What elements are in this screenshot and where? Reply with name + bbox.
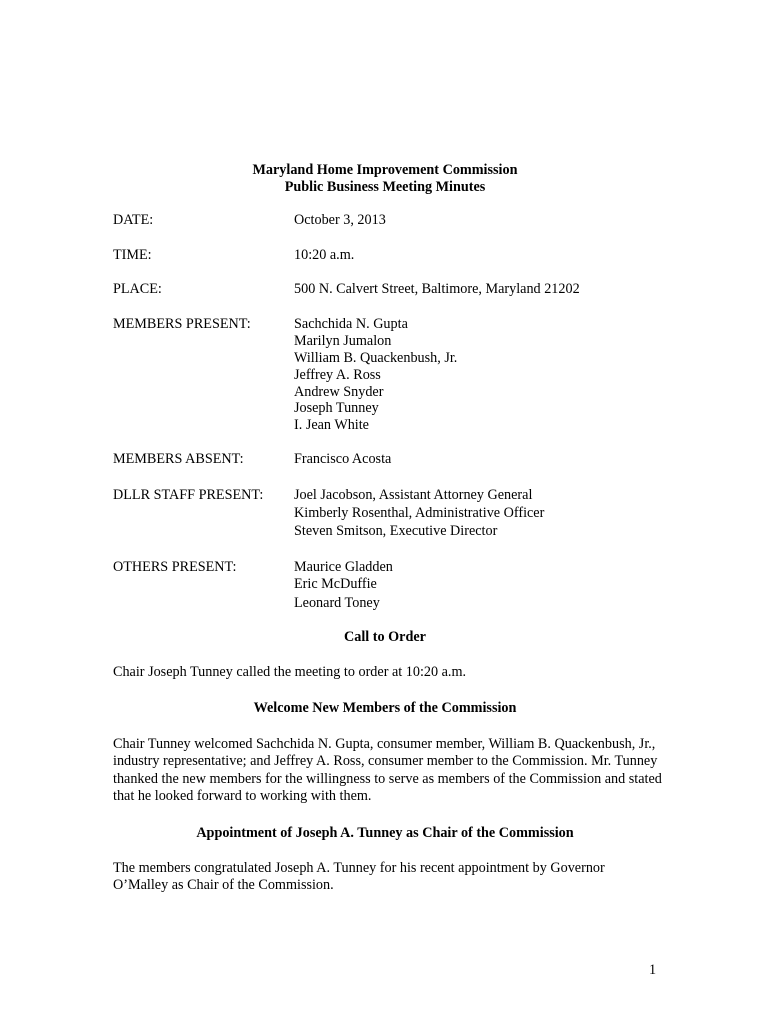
date-label: DATE: [113, 212, 154, 228]
staff-present-item: Kimberly Rosenthal, Administrative Officer [294, 505, 545, 521]
section-heading-welcome: Welcome New Members of the Commission [253, 700, 517, 716]
members-absent-item: Francisco Acosta [294, 451, 392, 467]
page-number: 1 [649, 962, 657, 978]
time-value: 10:20 a.m. [294, 247, 355, 263]
staff-present-item: Joel Jacobson, Assistant Attorney General [294, 487, 533, 503]
members-present-item: Sachchida N. Gupta [294, 316, 408, 332]
section-body-call-to-order: Chair Joseph Tunney called the meeting to order at 10:20 a.m. [113, 664, 467, 680]
place-value: 500 N. Calvert Street, Baltimore, Maryland 21202 [294, 281, 580, 297]
members-present-item: Andrew Snyder [294, 384, 384, 400]
section-body-appointment: The members congratulated Joseph A. Tunney for his recent appointment by Governor O’Malley as Chair of the Commission. [113, 860, 605, 894]
members-present-item: Marilyn Jumalon [294, 333, 392, 349]
document-subtitle: Public Business Meeting Minutes [284, 179, 486, 195]
section-heading-appointment: Appointment of Joseph A. Tunney as Chair of the Commission [196, 825, 574, 841]
members-present-item: I. Jean White [294, 417, 369, 433]
section-body-welcome: Chair Tunney welcomed Sachchida N. Gupta, consumer member, William B. Quackenbush, Jr., industry representative; and Jeffrey A. Ross, consumer member to the Commission. Mr. Tunney thanked the new members for the willingness to serve as members of the Commission and stated that he looked forward to working with them. [113, 736, 662, 805]
members-present-label: MEMBERS PRESENT: [113, 316, 251, 332]
others-present-label: OTHERS PRESENT: [113, 559, 237, 575]
members-present-item: William B. Quackenbush, Jr. [294, 350, 458, 366]
members-present-item: Jeffrey A. Ross [294, 367, 381, 383]
others-present-item: Maurice Gladden [294, 559, 393, 575]
others-present-item: Eric McDuffie [294, 576, 377, 592]
members-absent-label: MEMBERS ABSENT: [113, 451, 244, 467]
time-label: TIME: [113, 247, 152, 263]
members-present-item: Joseph Tunney [294, 400, 379, 416]
date-value: October 3, 2013 [294, 212, 386, 228]
staff-present-label: DLLR STAFF PRESENT: [113, 487, 264, 503]
document-title: Maryland Home Improvement Commission [252, 162, 518, 178]
others-present-item: Leonard Toney [294, 595, 380, 611]
section-heading-call-to-order: Call to Order [344, 629, 426, 645]
place-label: PLACE: [113, 281, 162, 297]
staff-present-item: Steven Smitson, Executive Director [294, 523, 498, 539]
